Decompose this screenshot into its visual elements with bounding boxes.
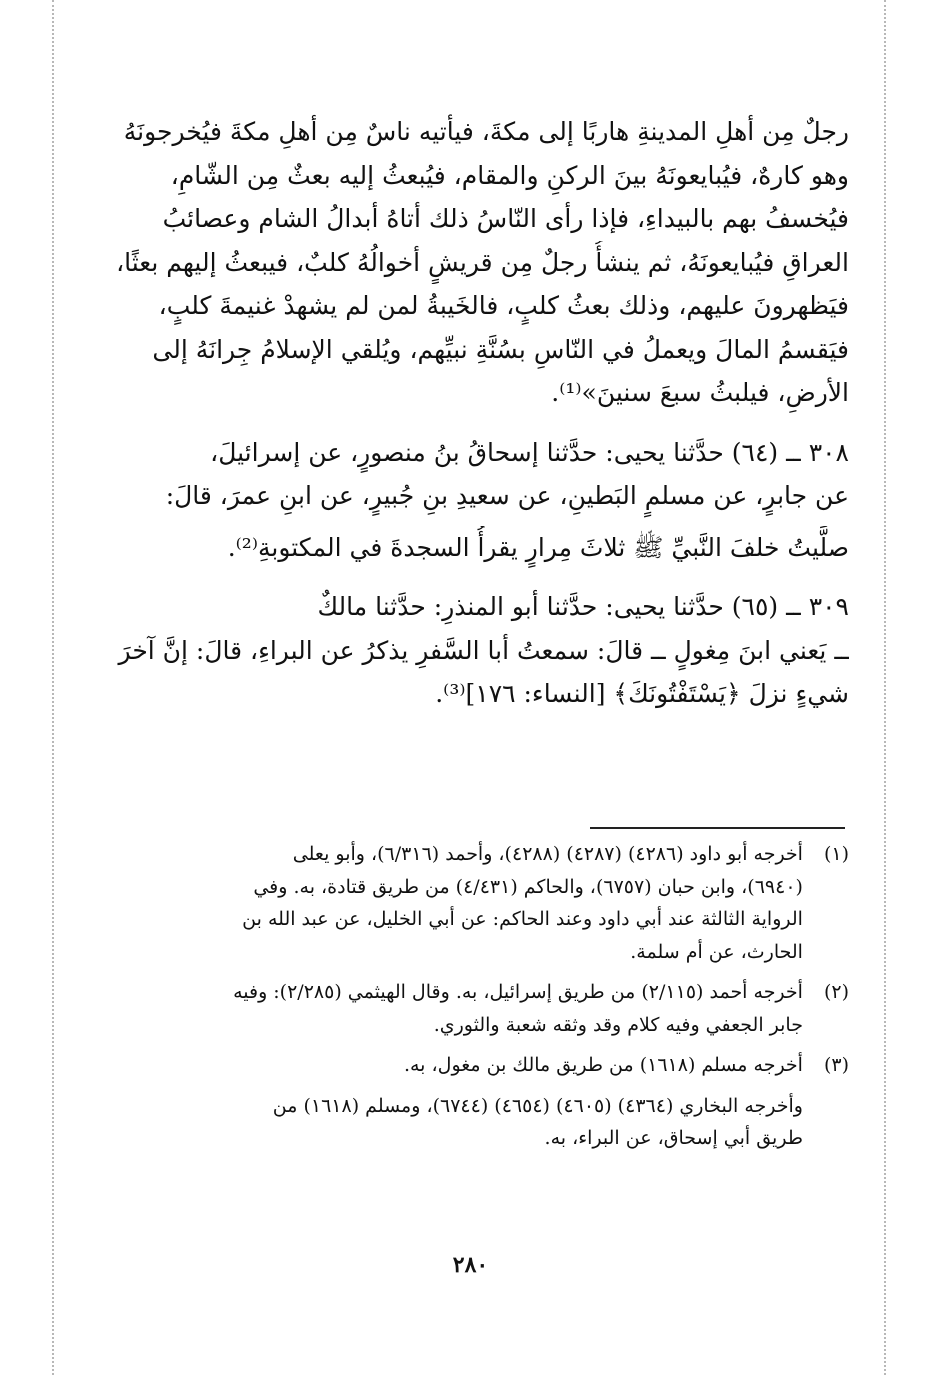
footnotes — [116, 838, 849, 1155]
footnote-text: الرواية الثالثة عند أبي داود وعند الحاكم: عن أبي الخليل، عن عبد الله بن — [242, 908, 803, 930]
footnote-number: (٢) — [823, 981, 849, 1003]
text-line: الأرضِ، فيلبثُ سبعَ سنينَ»⁽¹⁾. — [551, 378, 849, 407]
footnote-1-line — [116, 838, 849, 871]
text-line: فيَقسمُ المالَ ويعملُ في النّاسِ بسُنَّةِ نبيِّهم، ويُلقي الإسلامُ جِرانَهُ إلى — [152, 334, 849, 364]
footnote-number: (٣) — [823, 1054, 849, 1076]
footnote-text: (٦٩٤٠)، وابن حبان (٦٧٥٧)، والحاكم (٤/٤٣١) من طريق قتادة، به. وفي — [253, 875, 803, 898]
page-number: ٢٨٠ — [452, 1252, 489, 1278]
text-line: فيَظهرونَ عليهم، وذلك بعثُ كلبٍ، فالخَيبةُ لمن لم يشهدْ غنيمةَ كلبٍ، — [158, 291, 849, 320]
page-edge-left — [52, 0, 54, 1375]
footnote-text: أخرجه مسلم (١٦١٨) من طريق مالك بن مغول، به. — [403, 1054, 803, 1076]
text-line: العراقِ فيُبايعونَهُ، ثم ينشأُ رجلٌ مِن قريشٍ أخوالُهُ كلبٌ، فيبعثُ إليهم بعثًا، — [116, 247, 849, 277]
footnote-3-line — [116, 1122, 849, 1155]
hadith-309-line: ٣٠٩ ــ (٦٥) حدَّثنا يحيى: حدَّثنا أبو المنذرِ: حدَّثنا مالكٌ — [317, 592, 849, 621]
footnote-text: الحارث، عن أم سلمة. — [630, 940, 803, 963]
footnote-text: أخرجه أحمد (٢/١١٥) من طريق إسرائيل، به. وقال الهيثمي (٢/٢٨٥): وفيه — [233, 981, 803, 1003]
hadith-309-line: ــ يَعني ابنَ مِغولٍ ــ قالَ: سمعتُ أبا السَّفرِ يذكرُ عن البراءِ، قالَ: إنَّ آخرَ — [118, 635, 849, 665]
page-edge-right — [884, 0, 886, 1375]
text-line: فيُخسفُ بهم بالبيداءِ، فإذا رأى النّاسُ ذلك أتاهُ أبدالُ الشام وعصائبُ — [162, 204, 849, 233]
footnote-3-line — [116, 1090, 849, 1123]
paragraph-gap — [116, 569, 849, 585]
hadith-308-line: عن جابرٍ، عن مسلمٍ البَطينِ، عن سعيدِ بنِ جُبيرٍ، عن ابنِ عمرَ، قالَ: — [165, 481, 849, 510]
footnote-text: أخرجه أبو داود (٤٢٨٦) (٤٢٨٧) (٤٢٨٨)، وأحمد (٦/٣١٦)، وأبو يعلى — [292, 843, 803, 865]
footnote-text: وأخرجه البخاري (٤٣٦٤) (٤٦٠٥) (٤٦٥٤) (٦٧٤٤)، ومسلم (١٦١٨) من — [272, 1094, 803, 1117]
footnote-separator — [590, 827, 845, 829]
hadith-309-line: شيءٍ نزلَ ﴿يَسْتَفْتُونَكَ﴾ [النساء: ١٧٦]⁽³⁾. — [435, 679, 849, 708]
main-text — [116, 110, 849, 716]
footnote-text: جابر الجعفي وفيه كلام وقد وثقه شعبة والثوري. — [433, 1013, 803, 1036]
text-line: وهو كارهٌ، فيُبايعونَهُ بينَ الركنِ والمقام، فيُبعثُ إليه بعثٌ مِن الشّامِ، — [170, 160, 849, 190]
footnote-2-line — [116, 1009, 849, 1042]
footnote-text: طريق أبي إسحاق، عن البراء، به. — [544, 1127, 803, 1149]
hadith-308-line: صلَّيتُ خلفَ النَّبيِّ ﷺ ثلاثَ مِرارٍ يقرأُ السجدةَ في المكتوبةِ⁽²⁾. — [227, 532, 849, 562]
paragraph-gap — [116, 415, 849, 431]
footnote-3-line — [116, 1049, 849, 1082]
footnote-1-line — [116, 903, 849, 936]
footnote-number: (١) — [823, 843, 849, 865]
footnote-2-line — [116, 976, 849, 1009]
hadith-308-line: ٣٠٨ ــ (٦٤) حدَّثنا يحيى: حدَّثنا إسحاقُ بنُ منصورٍ، عن إسرائيلَ، — [210, 437, 849, 467]
footnote-1-line — [116, 871, 849, 904]
text-line: رجلٌ مِن أهلِ المدينةِ هاربًا إلى مكةَ، فيأتيه ناسٌ مِن أهلِ مكةَ فيُخرجونَهُ — [123, 117, 849, 146]
footnote-1-line — [116, 936, 849, 969]
